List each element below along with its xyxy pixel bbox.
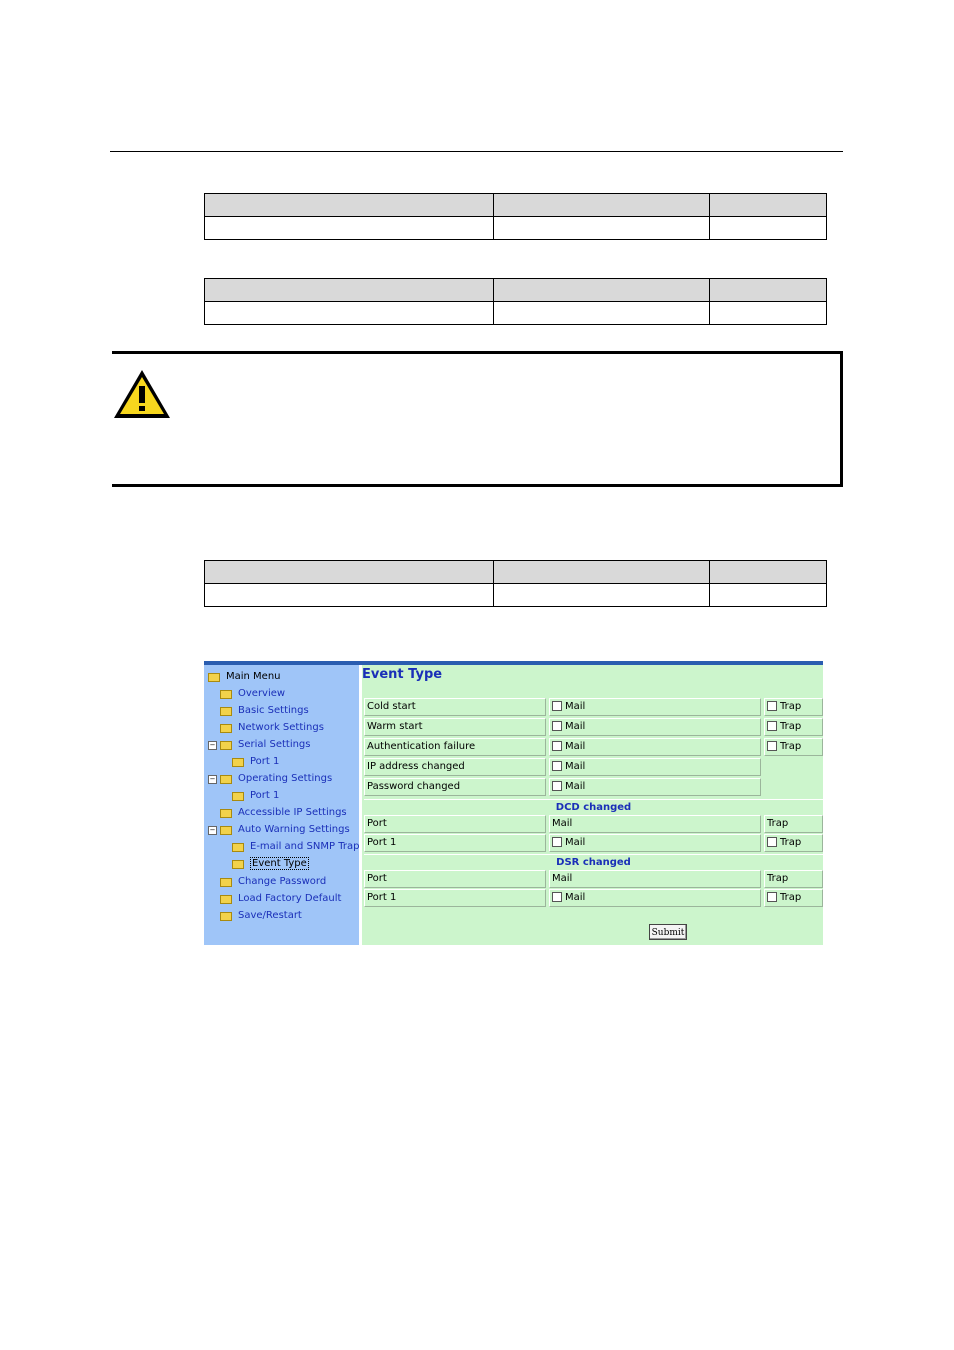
trap-checkbox-cell[interactable]: Trap	[764, 718, 823, 736]
mail-checkbox-cell[interactable]: Mail	[549, 758, 761, 776]
mail-checkbox-cell[interactable]: Mail	[549, 738, 761, 756]
menu-main[interactable]: Main Menu	[208, 670, 281, 684]
table-row	[205, 217, 827, 240]
settings-table-1	[204, 193, 827, 240]
menu-network-settings[interactable]: Network Settings	[220, 721, 324, 735]
mail-checkbox-cell[interactable]: Mail	[549, 718, 761, 736]
folder-icon	[220, 724, 232, 733]
folder-icon	[220, 707, 232, 716]
table-row	[205, 584, 827, 607]
mail-checkbox-cell[interactable]: Mail	[549, 834, 761, 852]
folder-icon	[232, 843, 244, 852]
event-label: Warm start	[364, 718, 546, 736]
folder-open-icon	[220, 775, 232, 784]
dcd-section-title: DCD changed	[364, 799, 823, 815]
table-header-row	[205, 279, 827, 302]
checkbox[interactable]	[552, 721, 562, 731]
checkbox[interactable]	[552, 701, 562, 711]
warning-icon	[112, 368, 172, 420]
mail-checkbox-cell[interactable]: Mail	[549, 889, 761, 907]
menu-serial-settings[interactable]: Serial Settings	[220, 738, 311, 752]
event-label: IP address changed	[364, 758, 546, 776]
menu-auto-warning[interactable]: Auto Warning Settings	[220, 823, 350, 837]
folder-open-icon	[208, 673, 220, 682]
port-label: Port 1	[364, 834, 546, 852]
collapse-icon[interactable]: −	[209, 775, 216, 783]
event-type-panel	[362, 665, 823, 945]
menu-operating-port-1[interactable]: Port 1	[232, 789, 279, 803]
checkbox[interactable]	[767, 721, 777, 731]
checkbox[interactable]	[767, 837, 777, 847]
mail-checkbox-cell[interactable]: Mail	[549, 698, 761, 716]
collapse-icon[interactable]: −	[209, 826, 216, 834]
folder-icon	[220, 895, 232, 904]
folder-open-icon	[220, 826, 232, 835]
checkbox[interactable]	[767, 701, 777, 711]
table-header-row	[205, 561, 827, 584]
dsr-section-title: DSR changed	[364, 854, 823, 870]
col-port-header: Port	[364, 870, 546, 888]
menu-operating-settings[interactable]: Operating Settings	[220, 772, 332, 786]
trap-checkbox-cell[interactable]: Trap	[764, 889, 823, 907]
folder-icon	[220, 878, 232, 887]
menu-serial-port-1[interactable]: Port 1	[232, 755, 279, 769]
folder-icon	[232, 860, 244, 869]
event-label: Cold start	[364, 698, 546, 716]
menu-email-snmp-trap[interactable]: E-mail and SNMP Trap	[232, 840, 359, 854]
warning-box	[112, 351, 843, 487]
col-port-header: Port	[364, 815, 546, 833]
submit-button[interactable]: Submit	[649, 924, 687, 940]
checkbox[interactable]	[552, 761, 562, 771]
col-trap-header: Trap	[764, 815, 823, 833]
checkbox[interactable]	[767, 892, 777, 902]
menu-accessible-ip[interactable]: Accessible IP Settings	[220, 806, 347, 820]
checkbox[interactable]	[767, 741, 777, 751]
menu-change-password[interactable]: Change Password	[220, 875, 326, 889]
menu-event-type[interactable]: Event Type	[232, 857, 309, 871]
checkbox[interactable]	[552, 892, 562, 902]
table-row	[205, 302, 827, 325]
checkbox[interactable]	[552, 741, 562, 751]
settings-table-3	[204, 560, 827, 607]
trap-checkbox-cell[interactable]: Trap	[764, 834, 823, 852]
collapse-icon[interactable]: −	[209, 741, 216, 749]
port-label: Port 1	[364, 889, 546, 907]
folder-icon	[220, 809, 232, 818]
mail-checkbox-cell[interactable]: Mail	[549, 778, 761, 796]
col-mail-header: Mail	[549, 815, 761, 833]
folder-icon	[220, 690, 232, 699]
table-header-row	[205, 194, 827, 217]
settings-table-2	[204, 278, 827, 325]
header-rule	[110, 151, 843, 152]
main-menu	[204, 665, 359, 945]
event-label: Authentication failure	[364, 738, 546, 756]
folder-open-icon	[220, 741, 232, 750]
menu-overview[interactable]: Overview	[220, 687, 285, 701]
menu-save-restart[interactable]: Save/Restart	[220, 909, 302, 923]
menu-basic-settings[interactable]: Basic Settings	[220, 704, 309, 718]
trap-checkbox-cell[interactable]: Trap	[764, 698, 823, 716]
checkbox[interactable]	[552, 837, 562, 847]
folder-icon	[232, 758, 244, 767]
menu-load-factory-default[interactable]: Load Factory Default	[220, 892, 341, 906]
col-trap-header: Trap	[764, 870, 823, 888]
trap-checkbox-cell[interactable]: Trap	[764, 738, 823, 756]
event-type-screenshot	[204, 661, 823, 945]
col-mail-header: Mail	[549, 870, 761, 888]
page-title: Event Type	[362, 667, 443, 682]
folder-icon	[220, 912, 232, 921]
checkbox[interactable]	[552, 781, 562, 791]
event-label: Password changed	[364, 778, 546, 796]
folder-icon	[232, 792, 244, 801]
